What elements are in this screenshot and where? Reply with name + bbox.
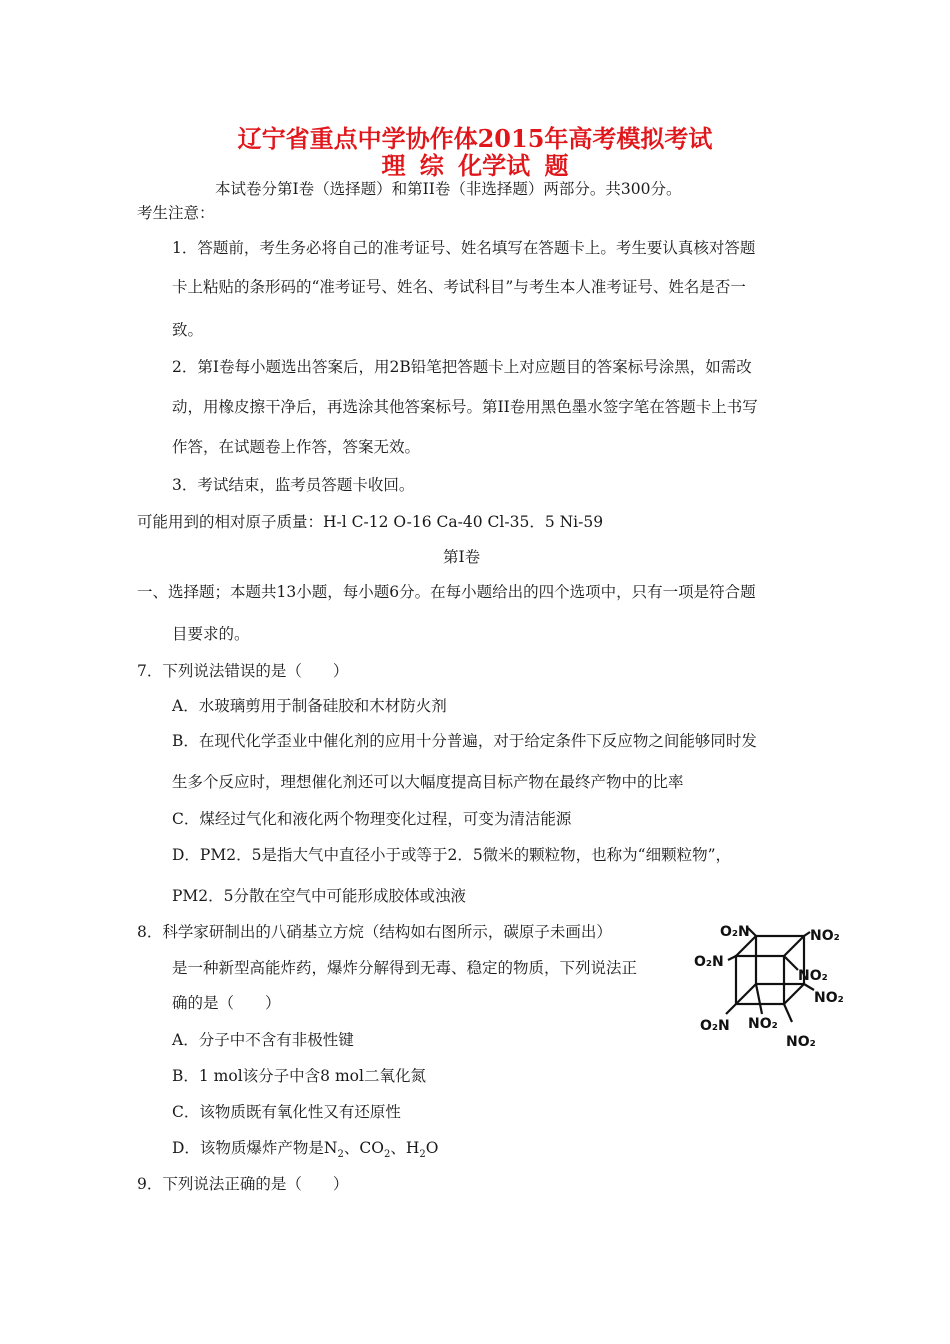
question-7-option-c: C．煤经过气化和液化两个物理变化过程，可变为清洁能源 [172,810,572,828]
question-7-option-d-line-1: D．PM2．5是指大气中直径小于或等于2．5微米的颗粒物，也称为“细颗粒物”， [172,846,732,864]
exam-intro: 本试卷分第Ⅰ卷（选择题）和第II卷（非选择题）两部分。共300分。 [215,180,682,198]
question-7-stem: 7．下列说法错误的是（ ） [137,662,349,680]
cube-edge [736,984,756,1004]
option-d-sub-1: 2 [337,1149,344,1161]
section-instructions-line-1: 一、选择题；本题共13小题，每小题6分。在每小题给出的四个选项中，只有一项是符合题 [137,583,756,601]
option-d-prefix: D．该物质爆炸产物是N [172,1139,338,1157]
option-d-sub-2: 2 [383,1149,391,1161]
question-7-option-a: A．水玻璃剪用于制备硅胶和木材防火剂 [172,697,447,715]
bond-line [726,1004,736,1014]
option-d-mid-2: 、H [390,1139,420,1157]
label-no2-top-right: NO₂ [810,928,840,944]
bond-line [784,1004,792,1022]
question-8-stem-line-2: 是一种新型高能炸药，爆炸分解得到无毒、稳定的物质，下列说法正 [172,959,638,977]
option-d-sub-3: 2 [419,1149,426,1161]
cube-edge [784,984,804,1004]
notice-item-1-line-3: 致。 [172,321,204,339]
notice-item-1-line-2: 卡上粘贴的条形码的“准考证号、姓名、考试科目”与考生本人准考证号、姓名是否一 [172,278,746,296]
question-8-option-a: A．分子中不含有非极性键 [172,1031,354,1049]
notice-item-2-line-2: 动，用橡皮擦干净后，再选涂其他答案标号。第II卷用黑色墨水签字笔在答题卡上书写 [172,398,758,416]
question-8-option-d [172,1138,438,1165]
label-no2-bottom-right: NO₂ [786,1034,816,1050]
question-7-option-b-line-2: 生多个反应时，理想催化剂还可以大幅度提高目标产物在最终产物中的比率 [172,773,684,791]
notice-item-1-line-1: 1．答题前，考生务必将自己的准考证号、姓名填写在答题卡上。考生要认真核对答题 [172,239,756,257]
option-d-suffix: O [425,1139,439,1157]
label-no2-right: NO₂ [814,990,844,1006]
question-9-stem: 9．下列说法正确的是（ ） [137,1175,349,1193]
label-no2-bottom-left: O₂N [700,1018,730,1034]
exam-title: 辽宁省重点中学协作体2015年高考模拟考试 [237,124,713,153]
notice-item-3: 3．考试结束，监考员答题卡收回。 [172,476,415,494]
label-no2-bottom-middle: NO₂ [748,1016,778,1032]
label-no2-top-left: O₂N [720,924,750,940]
notice-item-2-line-1: 2．第Ⅰ卷每小题选出答案后，用2B铅笔把答题卡上对应题目的答案标号涂黑，如需改 [172,358,752,376]
bond-line [804,984,814,990]
label-no2-mid-right: NO₂ [798,968,828,984]
section-instructions-line-2: 目要求的。 [172,625,250,643]
question-7-option-d-line-2: PM2．5分散在空气中可能形成胶体或浊液 [172,887,467,905]
question-8-option-b: B．1 mol该分子中含8 mol二氧化氮 [172,1067,426,1085]
notice-label: 考生注意： [137,204,215,222]
question-8-stem-line-1: 8．科学家研制出的八硝基立方烷（结构如右图所示，碳原子未画出） [137,923,612,941]
label-no2-mid-left: O₂N [694,954,724,970]
bond-line [784,956,798,970]
question-8-stem-line-3: 确的是（ ） [172,994,281,1012]
exam-subtitle: 理 综 化学试 题 [381,151,569,180]
cube-edge [784,936,804,956]
bond-line [756,984,762,1014]
question-7-option-b-line-1: B．在现代化学歪业中催化剂的应用十分普遍，对于给定条件下反应物之间能够同时发 [172,732,757,750]
question-8-option-c: C．该物质既有氧化性又有还原性 [172,1103,401,1121]
octanitrocubane-structure-figure [692,922,850,1058]
atomic-masses: 可能用到的相对原子质量：H-l C-12 O-16 Ca-40 Cl-35．5 Ni-59 [137,513,604,531]
section-heading: 第Ⅰ卷 [443,548,481,566]
notice-item-2-line-3: 作答，在试题卷上作答，答案无效。 [172,438,421,456]
bond-line [728,956,736,960]
option-d-mid-1: 、CO [343,1139,384,1157]
